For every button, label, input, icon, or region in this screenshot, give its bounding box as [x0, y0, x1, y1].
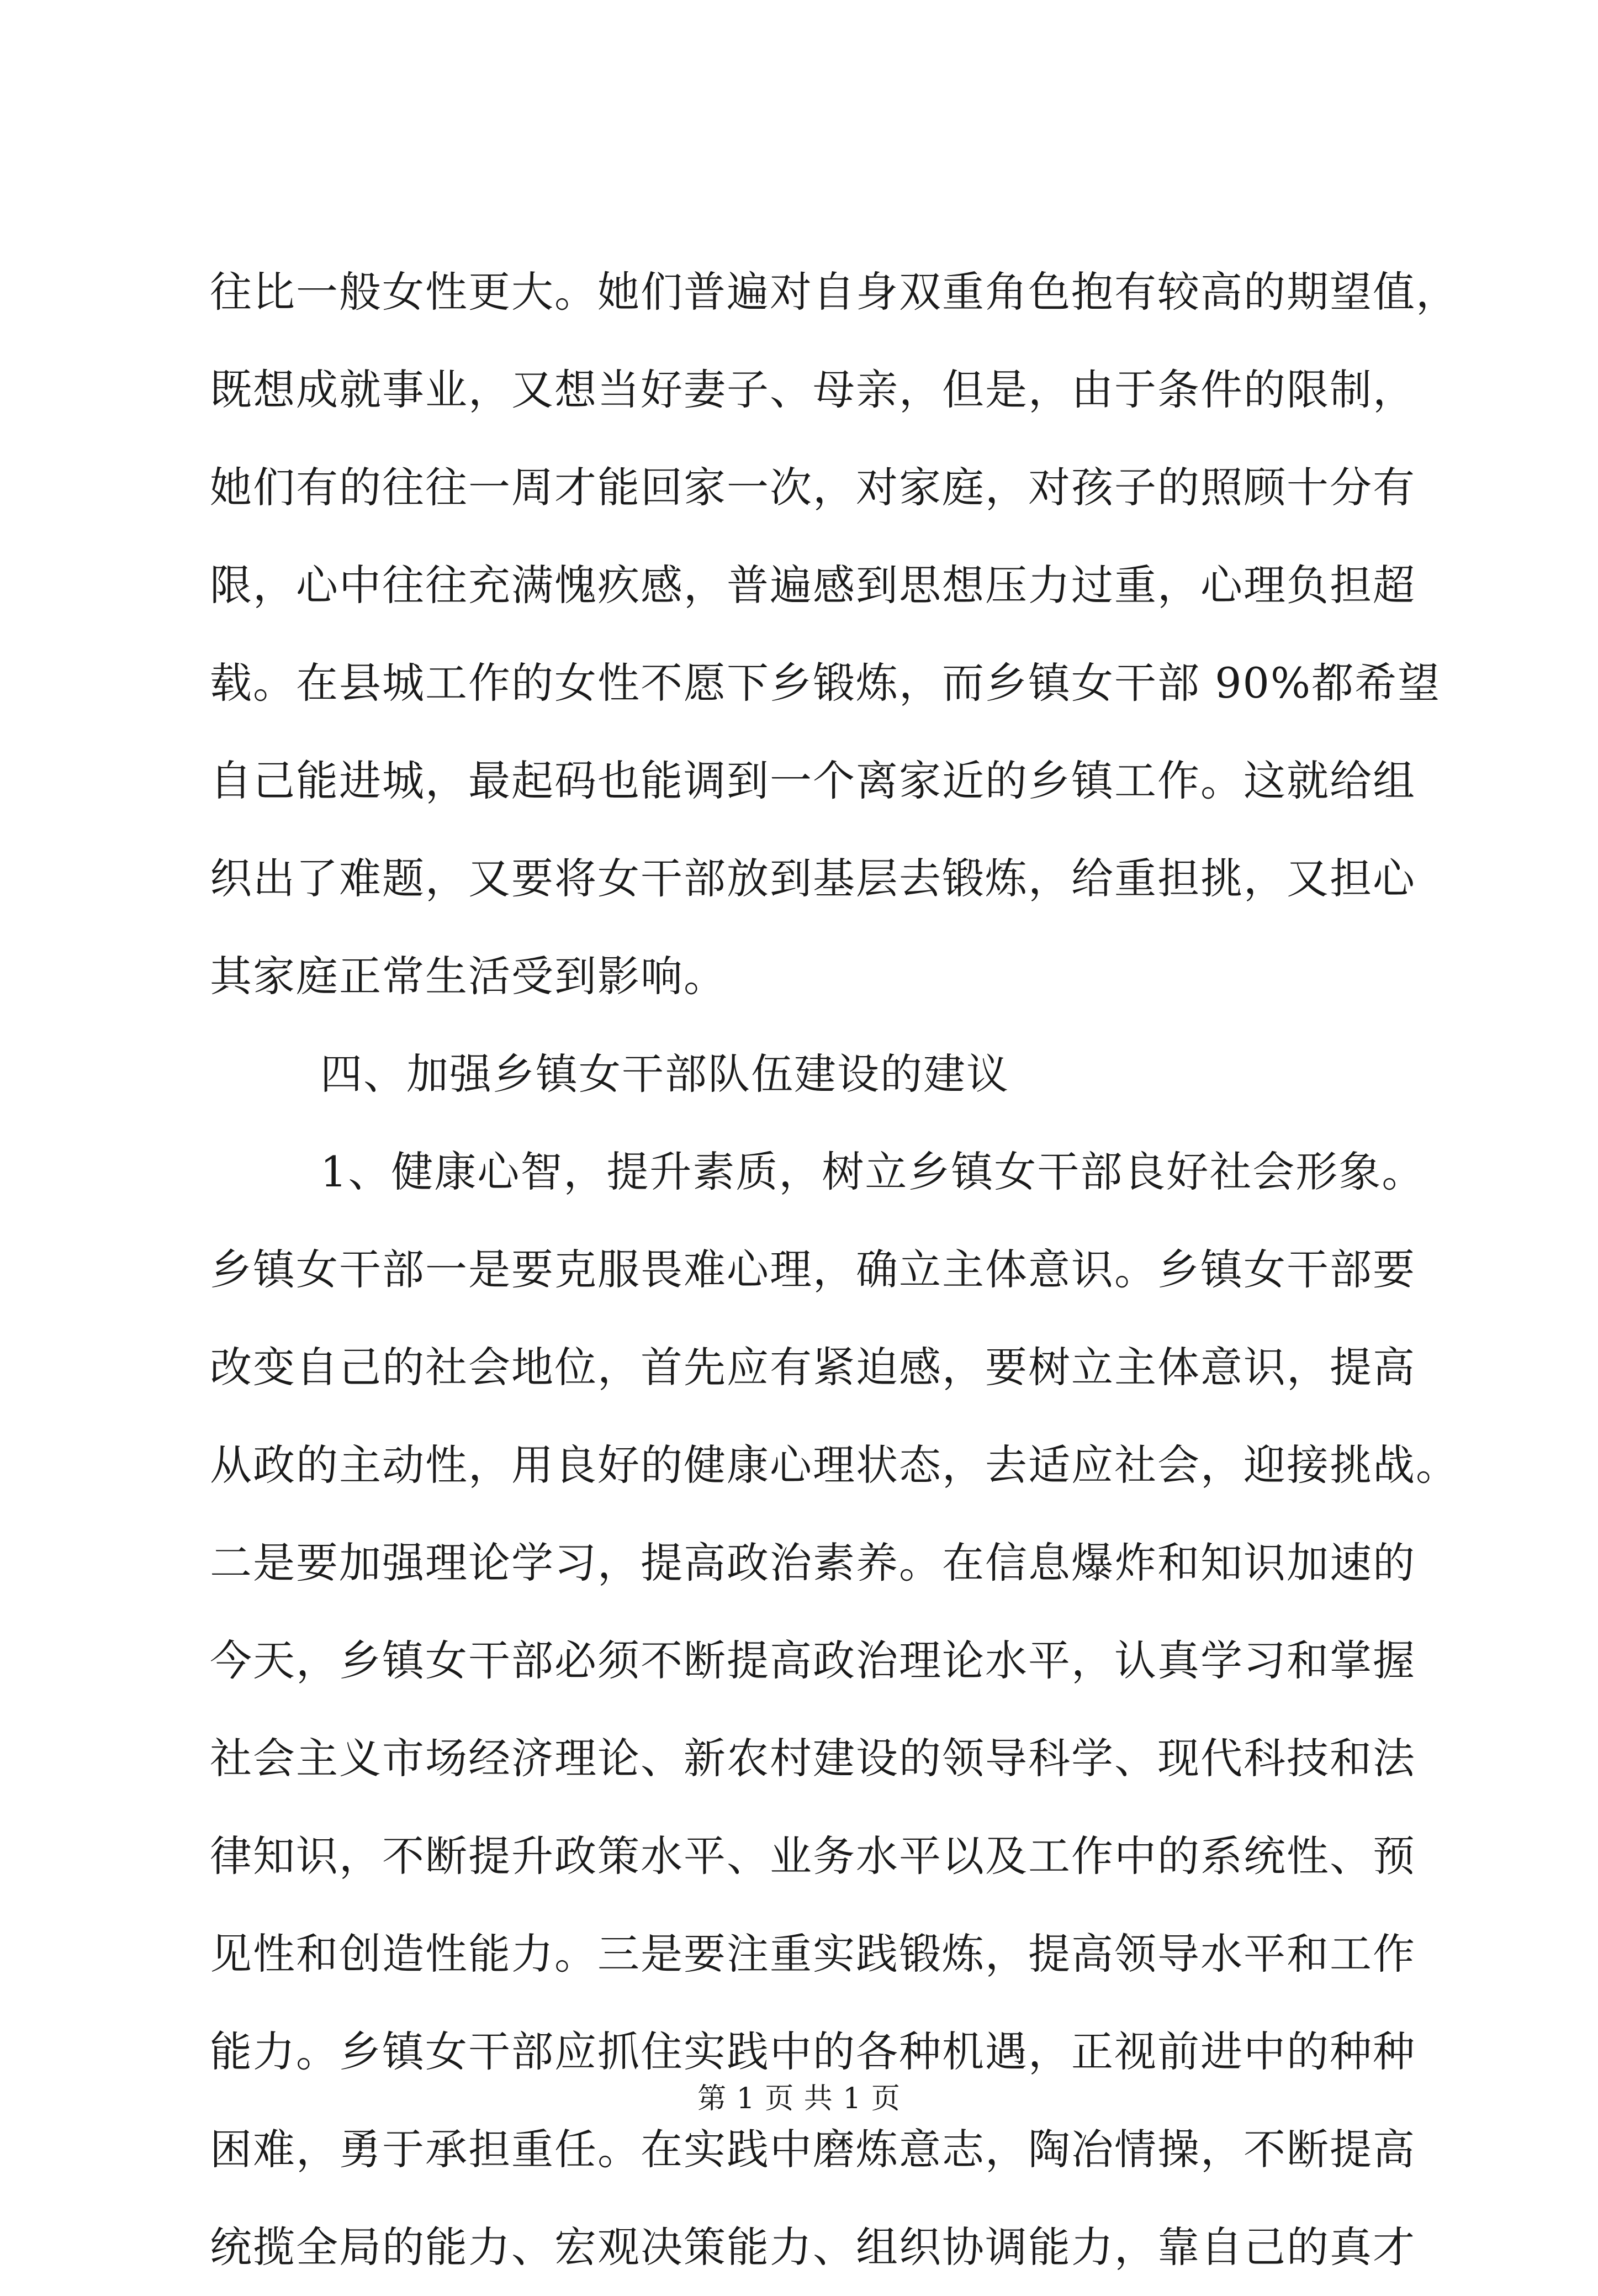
text-line: 自己能进城，最起码也能调到一个离家近的乡镇工作。这就给组 [210, 756, 1416, 805]
text-line: 改变自己的社会地位，首先应有紧迫感，要树立主体意识，提高 [210, 1343, 1416, 1392]
text-line: 二是要加强理论学习，提高政治素养。在信息爆炸和知识加速的 [210, 1538, 1416, 1587]
text-line: 往比一般女性更大。她们普遍对自身双重角色抱有较高的期望值， [210, 267, 1459, 316]
text-line: 律知识，不断提升政策水平、业务水平以及工作中的系统性、预 [210, 1831, 1416, 1881]
text-line: 统揽全局的能力、宏观决策能力、组织协调能力，靠自己的真才 [210, 2223, 1416, 2272]
text-line: 能力。乡镇女干部应抓住实践中的各种机遇，正视前进中的种种 [210, 2027, 1416, 2076]
text-line: 社会主义市场经济理论、新农村建设的领导科学、现代科技和法 [210, 1734, 1416, 1783]
text-line: 载。在县城工作的女性不愿下乡锻炼，而乡镇女干部 90%都希望 [210, 658, 1441, 708]
document-body [210, 243, 1459, 2296]
page-footer: 第 1 页 共 1 页 [697, 2082, 901, 2115]
text-line: 今天，乡镇女干部必须不断提高政治理论水平，认真学习和掌握 [210, 1636, 1416, 1685]
text-line: 织出了难题，又要将女干部放到基层去锻炼，给重担挑，又担心 [210, 854, 1416, 903]
paragraph-heading-line: 四、加强乡镇女干部队伍建设的建议 [320, 1049, 1009, 1099]
text-line: 既想成就事业，又想当好妻子、母亲，但是，由于条件的限制， [210, 365, 1416, 414]
text-line: 见性和创造性能力。三是要注重实践锻炼，提高领导水平和工作 [210, 1929, 1416, 1978]
text-line: 限，心中往往充满愧疚感，普遍感到思想压力过重，心理负担超 [210, 561, 1416, 610]
text-line: 乡镇女干部一是要克服畏难心理，确立主体意识。乡镇女干部要 [210, 1245, 1416, 1294]
text-line: 她们有的往往一周才能回家一次，对家庭，对孩子的照顾十分有 [210, 463, 1416, 512]
paragraph-heading-line: 1、健康心智，提升素质，树立乡镇女干部良好社会形象。 [320, 1147, 1425, 1196]
text-line: 困难，勇于承担重任。在实践中磨炼意志，陶冶情操，不断提高 [210, 2125, 1416, 2174]
text-line: 其家庭正常生活受到影响。 [210, 952, 727, 1001]
text-line: 从政的主动性，用良好的健康心理状态，去适应社会，迎接挑战。 [210, 1440, 1459, 1490]
